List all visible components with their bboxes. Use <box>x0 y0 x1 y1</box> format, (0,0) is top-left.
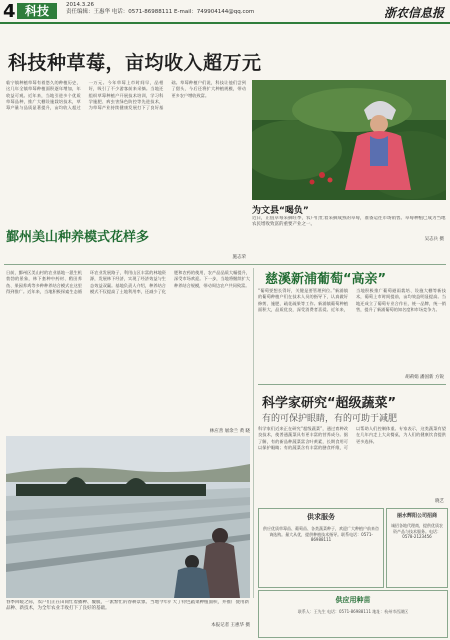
paper-name: 浙农信息报 <box>383 6 444 20</box>
footer-ad-title: 供应用种苗 <box>335 596 371 604</box>
vegetable-body: 科学家们近来正在研究“超级蔬菜”，通过育种改良技术，使普通蔬菜具有更丰富的营养成分。据了解，有的新品种蔬菜富含叶黄素，长期食用可以保护眼睛；有的蔬菜含有丰富的膳食纤维，可以帮助人们控制体重。专家表示，这类蔬菜有望在几年内走上大众餐桌，为人们的健康饮食提供更多选择。 <box>258 426 446 450</box>
supply-ad <box>258 508 384 588</box>
strawberry-photo-caption: 近日，正值草莓采摘旺季，农户们忙着采摘成熟的草莓，准备运往市场销售。草莓种植已成为当地农民增收致富的重要产业之一。 <box>252 216 446 228</box>
mountain-author: 林应善 屠余兰 黄 晓 <box>209 429 250 434</box>
mountain-body: 日前，鄞州区美山村的农业基地一派生机勃勃的景象，林下套种中药材、稻田养鱼、果园养鸡等多种种养结合模式在这里得到推广。近年来，当地积极探索生态循环农业发展路子，利用山区丰富的林地资源，发展林下经济，实现了经济效益与生态效益双赢。基地负责人介绍，种养结合模式不仅提高了土地利用率，还减少了化肥和农药的使用，农产品品质大幅提升，深受市场欢迎。下一步，当地将继续扩大种养结合规模，带动周边农户共同致富。 <box>6 270 250 294</box>
footer-ad <box>258 590 448 638</box>
strawberry-body: 临宁镇种植草莓有着悠久的种植历史，这几年全镇草莓种植面积逐年增加，年收益可观。近年来，当地引进多个优质草莓品种，推广大棚设施栽培技术，草莓产量与品质显著提升，亩均收入超过一万元。今年草莓上市时间早，品相好，吸引了不少游客前来采摘。当地还组织草莓种植户开展技术培训，学习科学施肥、病虫害绿色防控等先进技术，为草莓产业持续健康发展打下了良好基础。草莓种植户们说，科技让他们尝到了甜头，今后还将扩大种植规模，带动更多农户增收致富。 <box>6 80 246 111</box>
strawberry-photo-author: 吴志兵 摄 <box>424 237 444 242</box>
company-ad-title: 丽水辉阳公司招商 <box>396 513 437 519</box>
strawberry-photo-title: 为文县“喝负” <box>252 206 309 216</box>
strawberry-farmer-image <box>252 80 446 200</box>
company-ad <box>386 508 448 588</box>
header-info <box>66 2 254 16</box>
company-ad-text: 诚招各地代理商，提供优质农资产品与技术服务。电话：0578-2123456 <box>391 523 443 540</box>
vegetable-title: 科学家研究“超级蔬菜” <box>262 396 397 411</box>
supply-ad-title: 供求服务 <box>307 513 335 521</box>
column-divider <box>253 268 254 598</box>
header-date: 2014.3.26 <box>66 2 94 8</box>
mountain-title: 鄞州美山种养模式花样多 <box>6 226 149 245</box>
field-photo-caption: 春季回暖之际，农户们正在田间忙着播种、覆膜，一派繁忙的春耕景象。当地今年扩大了特色蔬菜种植面积，并推广使用新品种、新技术，为全年农业丰收打下了良好的基础。 <box>6 600 249 612</box>
field-image <box>6 436 250 598</box>
field-photo <box>6 436 250 598</box>
grape-author: 胡莉娟 潘国新 方锐 <box>405 375 444 380</box>
field-photo-author: 本报记者 王惠华 摄 <box>211 623 250 628</box>
strawberry-title: 科技种草莓，亩均收入超万元 <box>8 52 262 74</box>
header-phone: 电话：0571-86988111 <box>111 9 173 15</box>
header-editor: 责任编辑：王惠华 <box>66 9 111 15</box>
section-label: 科技 <box>17 3 57 19</box>
vegetable-author: 晓艺 <box>435 499 444 504</box>
grape-divider <box>258 384 446 385</box>
strawberry-farmer-photo <box>252 80 446 200</box>
supply-ad-text: 供应优质草莓苗、葡萄苗、各类蔬菜种子，欢迎广大种植户前来咨询选购。量大从优，提供种植技术指导。联系电话：0571-86988111 <box>263 526 379 543</box>
page-number: 4 <box>3 1 16 22</box>
grape-title: 慈溪新浦葡萄“高亲” <box>265 272 387 287</box>
grape-body: “葡萄要想长得好，关键是要管理到位。”新浦镇的葡萄种植户们在技术人员的指导下，认真做好修剪、施肥、疏花疏果等工作。新浦镇葡萄种植面积大，品质优良，深受消费者喜爱。近年来，当地积极推广葡萄避雨栽培、设施大棚等新技术，葡萄上市时间提前，亩均效益明显提高。当地还成立了葡萄专业合作社，统一品牌，统一销售，提升了新浦葡萄的知名度和市场竞争力。 <box>258 288 446 312</box>
footer-ad-text: 联系人：王先生 电话：0571-86988111 地址：杭州市西湖区 <box>297 609 409 614</box>
strawberry-author: 施志荣 <box>232 255 246 260</box>
section-divider <box>4 264 446 265</box>
vegetable-subtitle: 有的可保护眼睛，有的可助于减肥 <box>262 414 398 424</box>
header-email: E-mail：749904144@qq.com <box>174 9 255 15</box>
